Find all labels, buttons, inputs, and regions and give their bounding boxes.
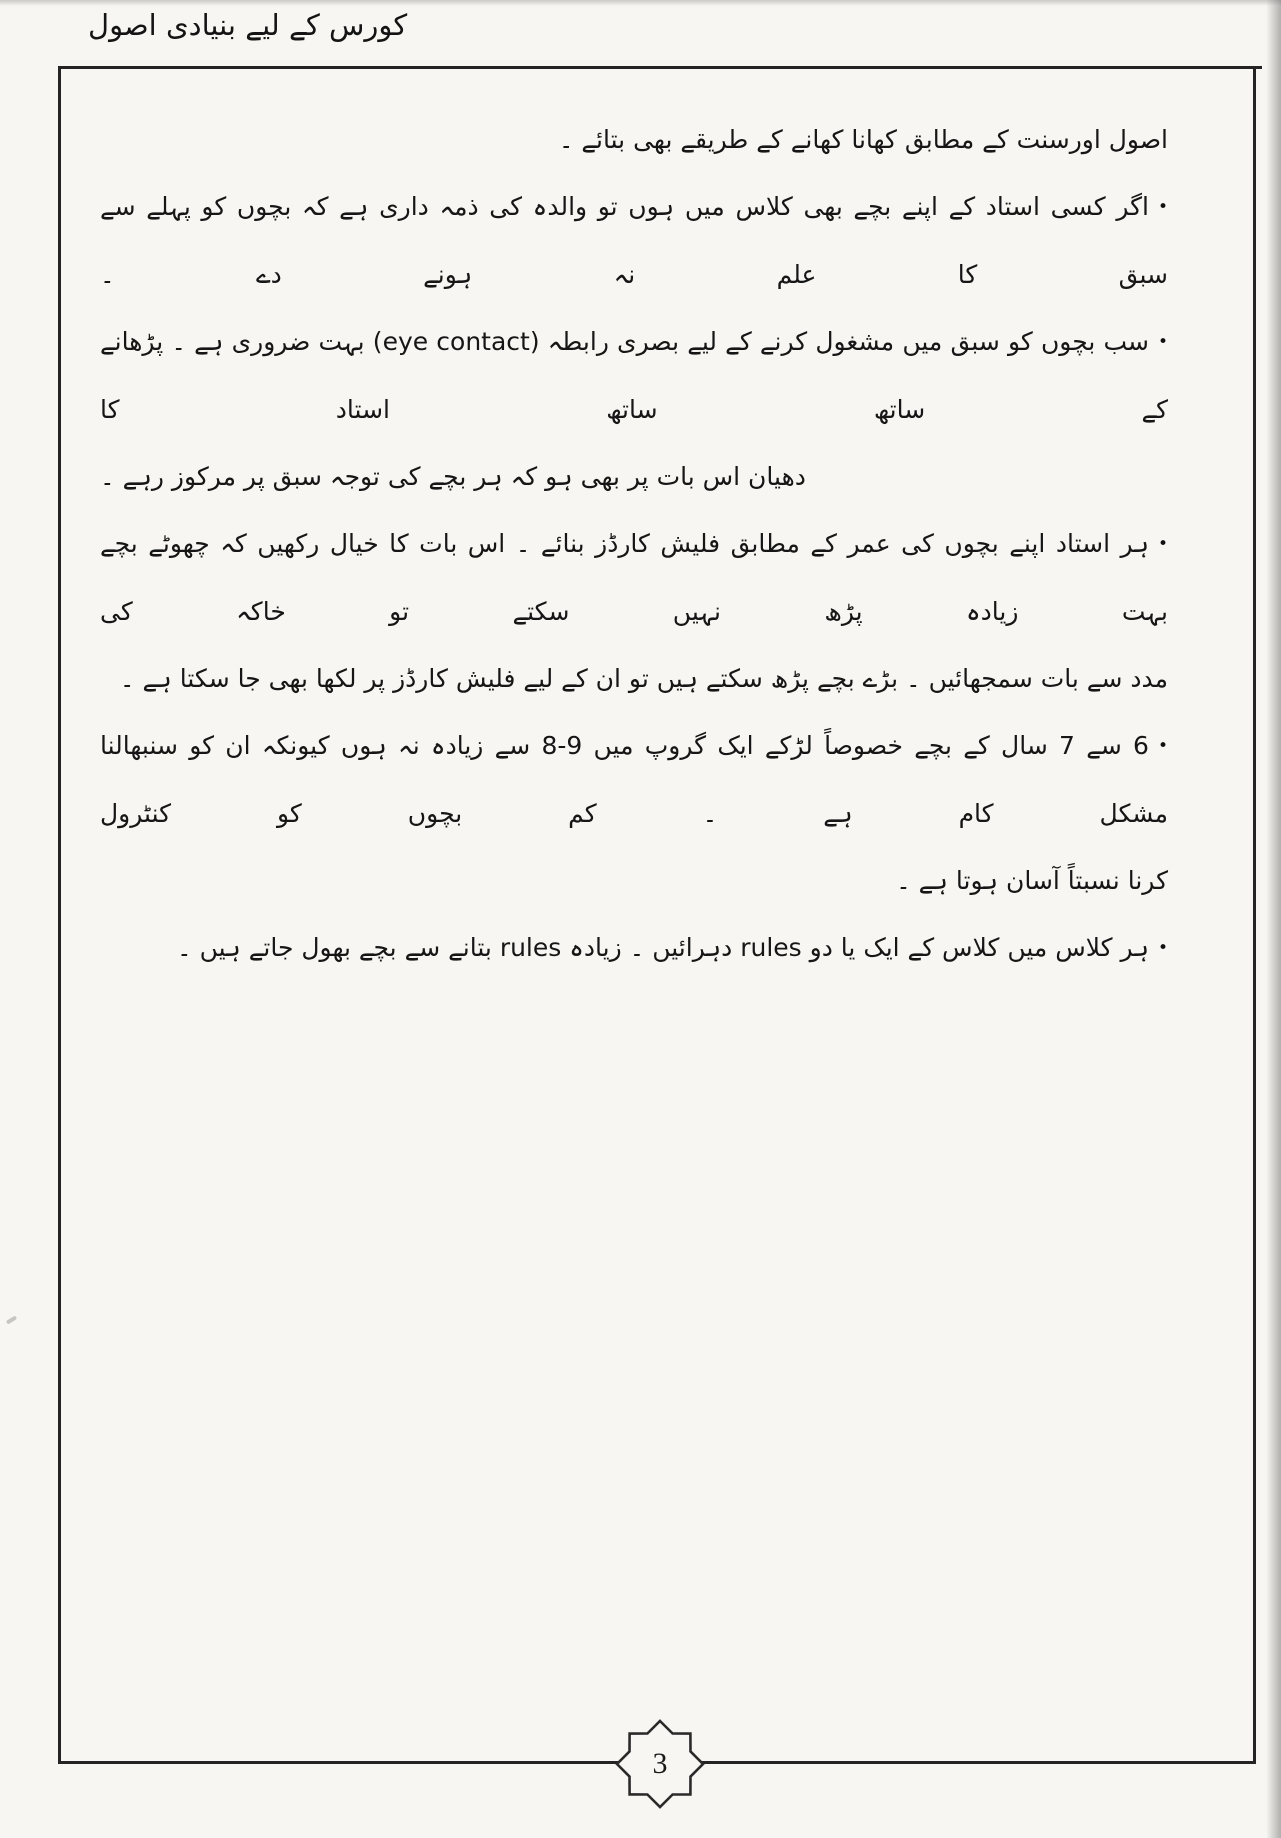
- bullet-icon: •: [1157, 736, 1168, 756]
- line-text: مدد سے بات سمجھائیں ۔ بڑے بچے پڑھ سکتے ہیں تو ان کے لیے فلیش کارڈز پر لکھا بھی جا سکتا ہے ۔: [119, 664, 1168, 693]
- text-line: [100, 443, 1168, 510]
- line-text: اگر کسی استاد کے اپنے بچے بھی کلاس میں ہوں تو والدہ کی ذمہ داری ہے کہ بچوں کو پہلے سے سبق کا علم نہ ہونے دے ۔: [100, 192, 1168, 289]
- page-number-star: [615, 1719, 705, 1809]
- line-text: 6 سے 7 سال کے بچے خصوصاً لڑکے ایک گروپ میں 9-8 سے زیادہ نہ ہوں کیونکہ ان کو سنبھالنا مشکل کام ہے ۔ کم بچوں کو کنٹرول: [100, 731, 1168, 828]
- bullet-icon: •: [1157, 197, 1168, 217]
- scan-speck: [6, 1315, 17, 1324]
- line-text: ہر استاد اپنے بچوں کی عمر کے مطابق فلیش کارڈز بنائے ۔ اس بات کا خیال رکھیں کہ چھوٹے بچے بہت زیادہ پڑھ نہیں سکتے تو خاکہ کی: [100, 529, 1168, 626]
- page-number: 3: [652, 1747, 668, 1780]
- bullet-icon: •: [1157, 938, 1168, 958]
- line-text: سب بچوں کو سبق میں مشغول کرنے کے لیے بصری رابطہ (eye contact) بہت ضروری ہے ۔ پڑھانے کے ساتھ ساتھ استاد کا: [100, 327, 1168, 424]
- text-line: [100, 308, 1168, 443]
- text-line: [100, 106, 1168, 173]
- document-body: [100, 106, 1168, 982]
- line-text: اصول اورسنت کے مطابق کھانا کھانے کے طریقے بھی بتائے ۔: [558, 125, 1168, 154]
- text-line: [100, 173, 1168, 308]
- bullet-icon: •: [1157, 332, 1169, 352]
- text-line: [100, 510, 1168, 645]
- scan-edge-right: [1266, 0, 1281, 1838]
- text-line: [100, 712, 1168, 847]
- bullet-icon: •: [1157, 534, 1168, 554]
- line-text: کرنا نسبتاً آسان ہوتا ہے ۔: [896, 866, 1168, 895]
- page-title: کورس کے لیے بنیادی اصول: [88, 8, 408, 42]
- text-line: [100, 645, 1168, 712]
- line-text: ہر کلاس میں کلاس کے ایک یا دو rules دہرائیں ۔ زیادہ rules بتانے سے بچے بھول جاتے ہیں ۔: [177, 933, 1149, 962]
- line-text: دھیان اس بات پر بھی ہو کہ ہر بچے کی توجہ سبق پر مرکوز رہے ۔: [100, 462, 806, 491]
- scan-edge-top: [0, 0, 1281, 6]
- text-line: [100, 847, 1168, 914]
- text-line: [100, 914, 1168, 982]
